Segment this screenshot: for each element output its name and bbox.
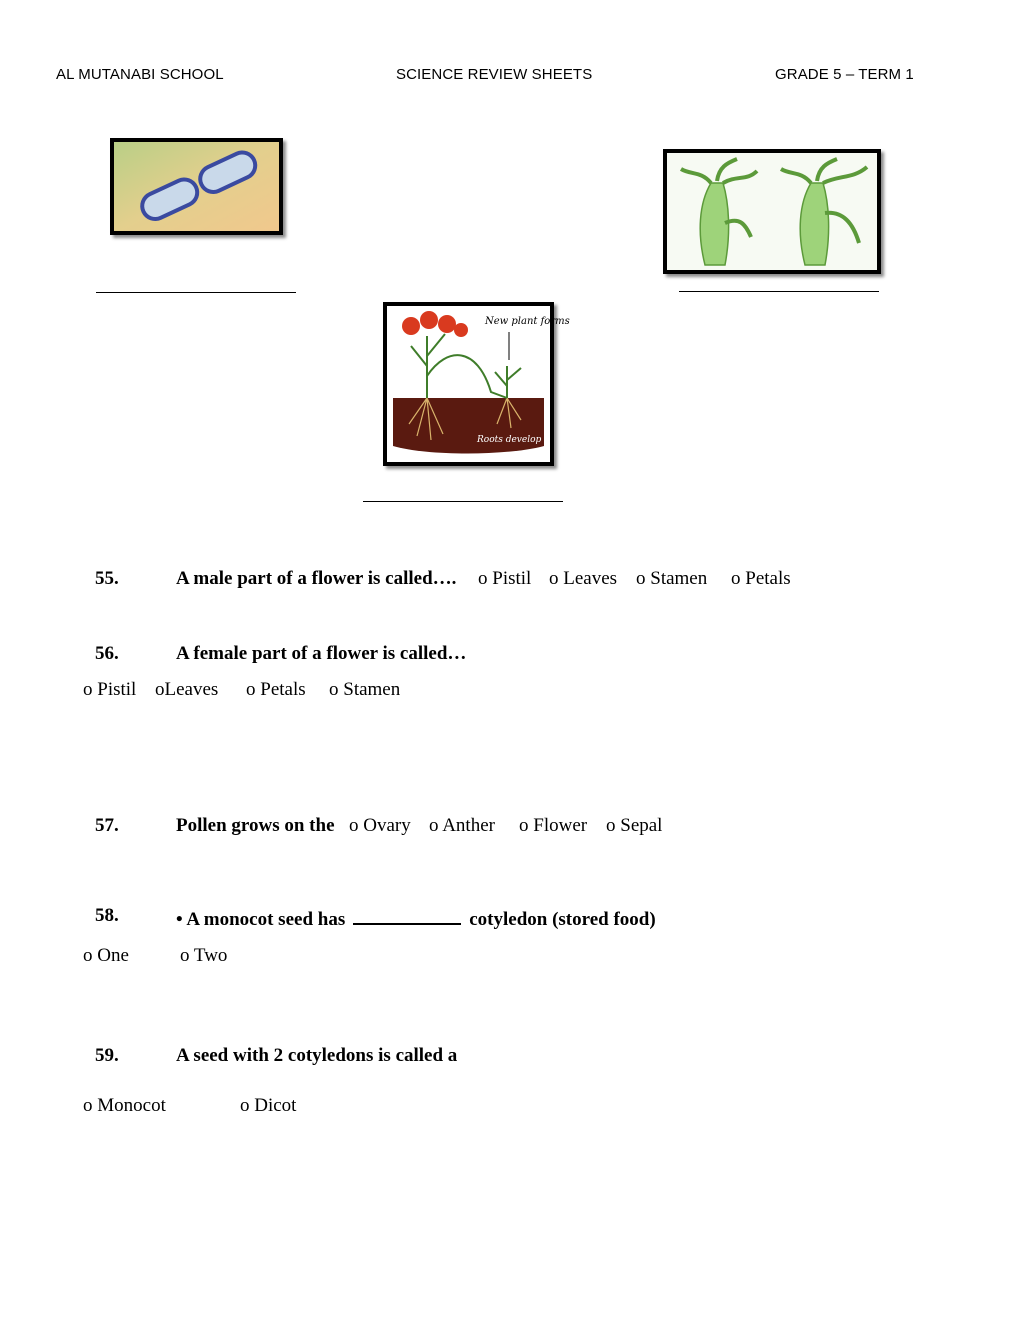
plant-label-bottom: Roots develop xyxy=(477,435,542,445)
question-number: 57. xyxy=(95,815,119,836)
question-text: Pollen grows on the xyxy=(176,815,335,836)
bacteria-dividing-image xyxy=(110,138,283,235)
option-stamen[interactable]: o Stamen xyxy=(329,679,401,700)
question-text: A female part of a flower is called… xyxy=(176,643,467,664)
hydra-budding-image xyxy=(663,149,881,274)
question-number: 56. xyxy=(95,643,119,664)
option-one[interactable]: o One xyxy=(83,945,129,966)
fill-in-blank[interactable] xyxy=(353,905,461,925)
question-number: 58. xyxy=(95,905,119,926)
option-sepal[interactable]: o Sepal xyxy=(606,815,663,836)
answer-line-hydra[interactable] xyxy=(679,291,879,292)
option-leaves[interactable]: o Leaves xyxy=(549,568,618,589)
question-text: A seed with 2 cotyledons is called a xyxy=(176,1045,458,1066)
option-ovary[interactable]: o Ovary xyxy=(349,815,411,836)
option-stamen[interactable]: o Stamen xyxy=(636,568,708,589)
option-pistil[interactable]: o Pistil xyxy=(83,679,137,700)
sheet-title: SCIENCE REVIEW SHEETS xyxy=(396,66,593,83)
school-name: AL MUTANABI SCHOOL xyxy=(56,66,224,83)
answer-line-bacteria[interactable] xyxy=(96,292,296,293)
question-number: 55. xyxy=(95,568,119,589)
option-leaves[interactable]: oLeaves xyxy=(155,679,219,700)
option-petals[interactable]: o Petals xyxy=(246,679,306,700)
plant-runner-image xyxy=(383,302,570,466)
option-dicot[interactable]: o Dicot xyxy=(240,1095,297,1116)
option-petals[interactable]: o Petals xyxy=(731,568,791,589)
plant-label-top: New plant forms xyxy=(485,316,570,327)
answer-line-plant[interactable] xyxy=(363,501,563,502)
question-text: A male part of a flower is called…. xyxy=(176,568,457,589)
question-text-after: cotyledon (stored food) xyxy=(469,909,656,930)
grade-term: GRADE 5 – TERM 1 xyxy=(775,66,914,83)
option-two[interactable]: o Two xyxy=(180,945,228,966)
option-anther[interactable]: o Anther xyxy=(429,815,495,836)
question-text-before: • A monocot seed has xyxy=(176,909,346,930)
question-number: 59. xyxy=(95,1045,119,1066)
option-flower[interactable]: o Flower xyxy=(519,815,588,836)
option-pistil[interactable]: o Pistil xyxy=(478,568,532,589)
option-monocot[interactable]: o Monocot xyxy=(83,1095,166,1116)
question-text xyxy=(176,905,656,931)
